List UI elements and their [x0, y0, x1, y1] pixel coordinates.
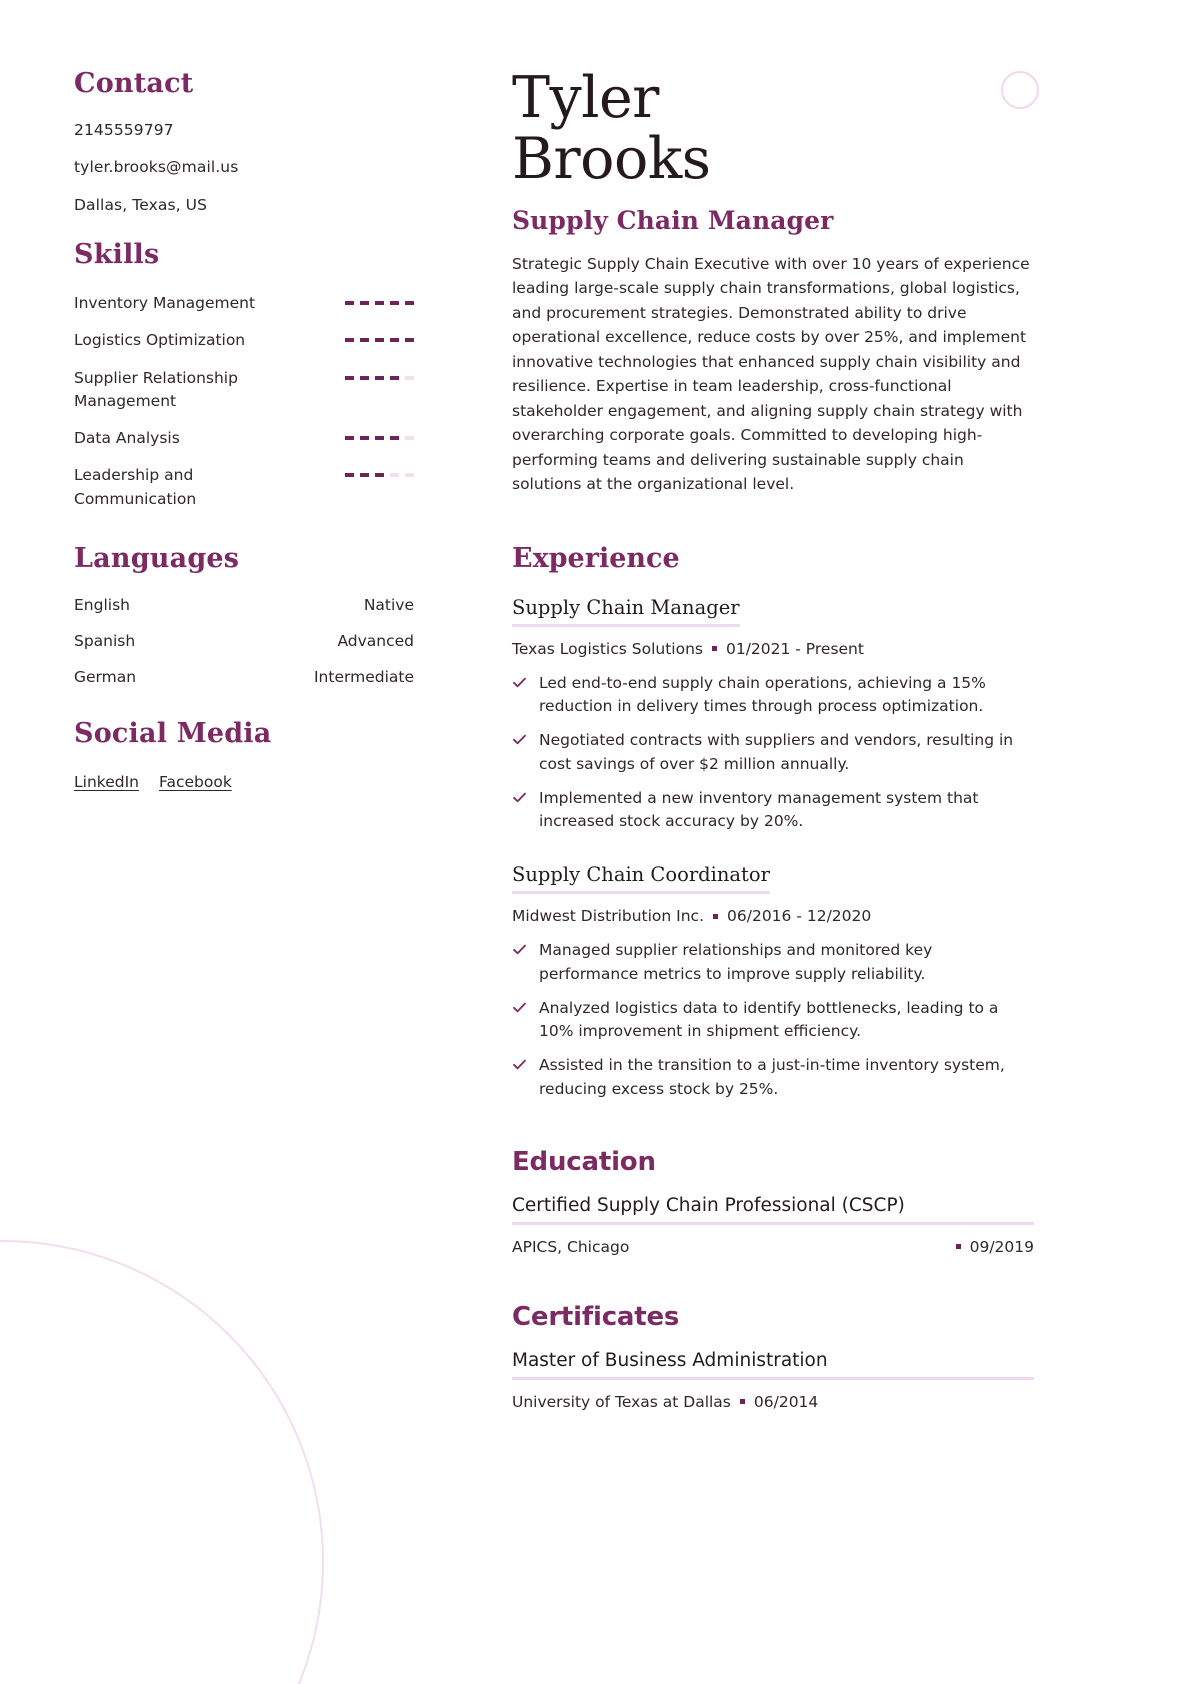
skill-label: Supplier Relationship Management	[74, 368, 238, 410]
skill-row	[74, 464, 414, 511]
check-icon	[512, 790, 527, 805]
certificate-entries	[512, 1350, 1034, 1411]
language-name: English	[74, 595, 130, 614]
social-media-heading: Social Media	[74, 717, 272, 749]
experience-entries	[512, 596, 1034, 1101]
skill-segment	[405, 338, 414, 342]
decorative-arc-icon	[0, 1240, 324, 1684]
job-title: Supply Chain Manager	[512, 205, 834, 235]
check-icon	[512, 1000, 527, 1015]
skill-segment	[405, 376, 414, 380]
skill-label: Data Analysis	[74, 429, 180, 448]
check-icon	[512, 732, 527, 747]
skill-segment	[390, 473, 399, 477]
language-row	[74, 668, 414, 686]
language-level: Native	[363, 595, 414, 614]
skill-rating-bar	[345, 376, 414, 380]
skill-rating-bar	[345, 301, 414, 305]
education-entries	[512, 1195, 1034, 1256]
skills-heading: Skills	[74, 239, 160, 271]
experience-bullet-list	[512, 939, 1034, 1101]
skill-row	[74, 292, 414, 315]
skill-segment	[390, 338, 399, 342]
experience-entry	[512, 863, 1034, 1101]
skill-segment	[390, 301, 399, 305]
languages-section	[74, 543, 414, 686]
language-name: German	[74, 667, 137, 686]
education-heading: Education	[512, 1146, 656, 1177]
skill-segment	[375, 301, 384, 305]
certificates-heading: Certificates	[512, 1301, 680, 1332]
skill-row	[74, 329, 414, 352]
language-level: Intermediate	[313, 667, 414, 686]
bullet-text: Negotiated contracts with suppliers and vendors, resulting in cost savings of over $2 million annually.	[539, 731, 1014, 773]
skill-segment	[375, 376, 384, 380]
professional-summary: Strategic Supply Chain Executive with over 10 years of experience leading large-scale supply chain transformations, global logistics, and procurement strategies. Demonstrated ability to drive operational excellence, reduce costs by over 25%, and implement innovative technologies that enhanced supply chain visibility and resilience. Expertise in team leadership, cross-functional stakeholder engagement, and aligning supply chain strategy with overarching corporate goals. Committed to developing high-performing teams and delivering sustainable supply chain solutions at the organizational level.	[512, 254, 1030, 494]
skill-segment	[390, 436, 399, 440]
language-level: Advanced	[337, 631, 414, 650]
languages-heading: Languages	[74, 542, 240, 574]
contact-email[interactable]: tyler.brooks@mail.us	[74, 158, 239, 177]
experience-bullet	[512, 997, 1034, 1044]
skill-rating-bar	[345, 436, 414, 440]
experience-heading: Experience	[512, 542, 680, 574]
experience-bullet	[512, 939, 1034, 986]
skill-segment	[345, 436, 354, 440]
check-icon	[512, 1057, 527, 1072]
sidebar	[74, 68, 414, 797]
skill-segment	[345, 376, 354, 380]
experience-bullet	[512, 729, 1034, 776]
education-institution: APICS, Chicago	[512, 1237, 630, 1256]
main-column	[512, 65, 1034, 1433]
education-date-group	[947, 1238, 1034, 1256]
check-icon	[512, 675, 527, 690]
bullet-text: Implemented a new inventory management system that increased stock accuracy by 20%.	[539, 788, 979, 831]
skill-rating-bar	[345, 473, 414, 477]
skill-segment	[375, 436, 384, 440]
last-name: Brooks	[512, 125, 711, 192]
certificates-institution: University of Texas at Dallas	[512, 1392, 731, 1411]
experience-job-title: Supply Chain Coordinator	[512, 863, 770, 894]
language-row	[74, 632, 414, 650]
experience-meta	[512, 907, 1034, 925]
experience-job-title: Supply Chain Manager	[512, 596, 740, 627]
education-meta	[512, 1238, 1034, 1256]
skill-segment	[405, 301, 414, 305]
skill-row	[74, 427, 414, 450]
contact-phone[interactable]: 2145559797	[74, 121, 174, 139]
first-name: Tyler	[512, 65, 659, 131]
skill-segment	[345, 338, 354, 342]
bullet-text: Analyzed logistics data to identify bottlenecks, leading to a 10% improvement in shipment efficiency.	[539, 998, 999, 1041]
bullet-text: Managed supplier relationships and monitored key performance metrics to improve supply reliability.	[539, 941, 933, 983]
bullet-text: Assisted in the transition to a just-in-time inventory system, reducing excess stock by 25%.	[539, 1056, 1005, 1098]
skill-row	[74, 367, 414, 414]
experience-bullet	[512, 672, 1034, 719]
experience-company: Texas Logistics Solutions	[512, 639, 703, 658]
skill-segment	[345, 473, 354, 477]
skill-rating-bar	[345, 338, 414, 342]
education-entry	[512, 1195, 1034, 1256]
social-links-list	[74, 773, 414, 791]
experience-entry	[512, 596, 1034, 834]
skills-section	[74, 239, 414, 511]
languages-list	[74, 596, 414, 686]
experience-bullet	[512, 787, 1034, 834]
experience-meta	[512, 640, 1034, 658]
certificates-date-group	[731, 1393, 818, 1411]
social-links	[74, 773, 414, 791]
skill-segment	[345, 301, 354, 305]
social-link-linkedin[interactable]: LinkedIn	[74, 772, 139, 791]
social-link-facebook[interactable]: Facebook	[158, 772, 232, 791]
skill-segment	[405, 436, 414, 440]
contact-location: Dallas, Texas, US	[74, 195, 208, 214]
skill-label: Inventory Management	[74, 294, 256, 313]
contact-list	[74, 121, 414, 215]
social-media-section	[74, 718, 414, 791]
separator-square-icon	[956, 1244, 961, 1249]
certificates-entry	[512, 1350, 1034, 1411]
check-icon	[512, 942, 527, 957]
bullet-text: Led end-to-end supply chain operations, achieving a 15% reduction in delivery times through process optimization.	[539, 673, 986, 716]
skill-segment	[390, 376, 399, 380]
education-date: 09/2019	[969, 1237, 1034, 1256]
skill-segment	[360, 436, 369, 440]
experience-company: Midwest Distribution Inc.	[512, 907, 705, 926]
experience-dates: 01/2021 - Present	[725, 639, 864, 658]
separator-square-icon	[740, 1399, 745, 1404]
skill-segment	[375, 338, 384, 342]
skills-list	[74, 292, 414, 511]
skill-segment	[405, 473, 414, 477]
education-title: Certified Supply Chain Professional (CSCP)	[512, 1195, 1034, 1225]
skill-segment	[360, 301, 369, 305]
skill-segment	[360, 338, 369, 342]
skill-segment	[360, 376, 369, 380]
page-title	[512, 65, 1034, 192]
language-name: Spanish	[74, 631, 136, 650]
certificates-meta	[512, 1393, 1034, 1411]
separator-square-icon	[713, 914, 718, 919]
skill-label: Leadership and Communication	[74, 466, 197, 508]
education-section	[512, 1147, 1034, 1256]
experience-dates: 06/2016 - 12/2020	[727, 907, 872, 926]
skill-label: Logistics Optimization	[74, 331, 246, 350]
skill-segment	[375, 473, 384, 477]
certificates-title: Master of Business Administration	[512, 1350, 1034, 1380]
experience-section	[512, 543, 1034, 1101]
separator-square-icon	[712, 646, 717, 651]
certificates-date: 06/2014	[753, 1392, 819, 1411]
certificates-section	[512, 1302, 1034, 1411]
experience-bullet-list	[512, 672, 1034, 834]
contact-heading: Contact	[74, 68, 194, 99]
experience-bullet	[512, 1054, 1034, 1101]
skill-segment	[360, 473, 369, 477]
language-row	[74, 596, 414, 614]
contact-section	[74, 68, 414, 215]
